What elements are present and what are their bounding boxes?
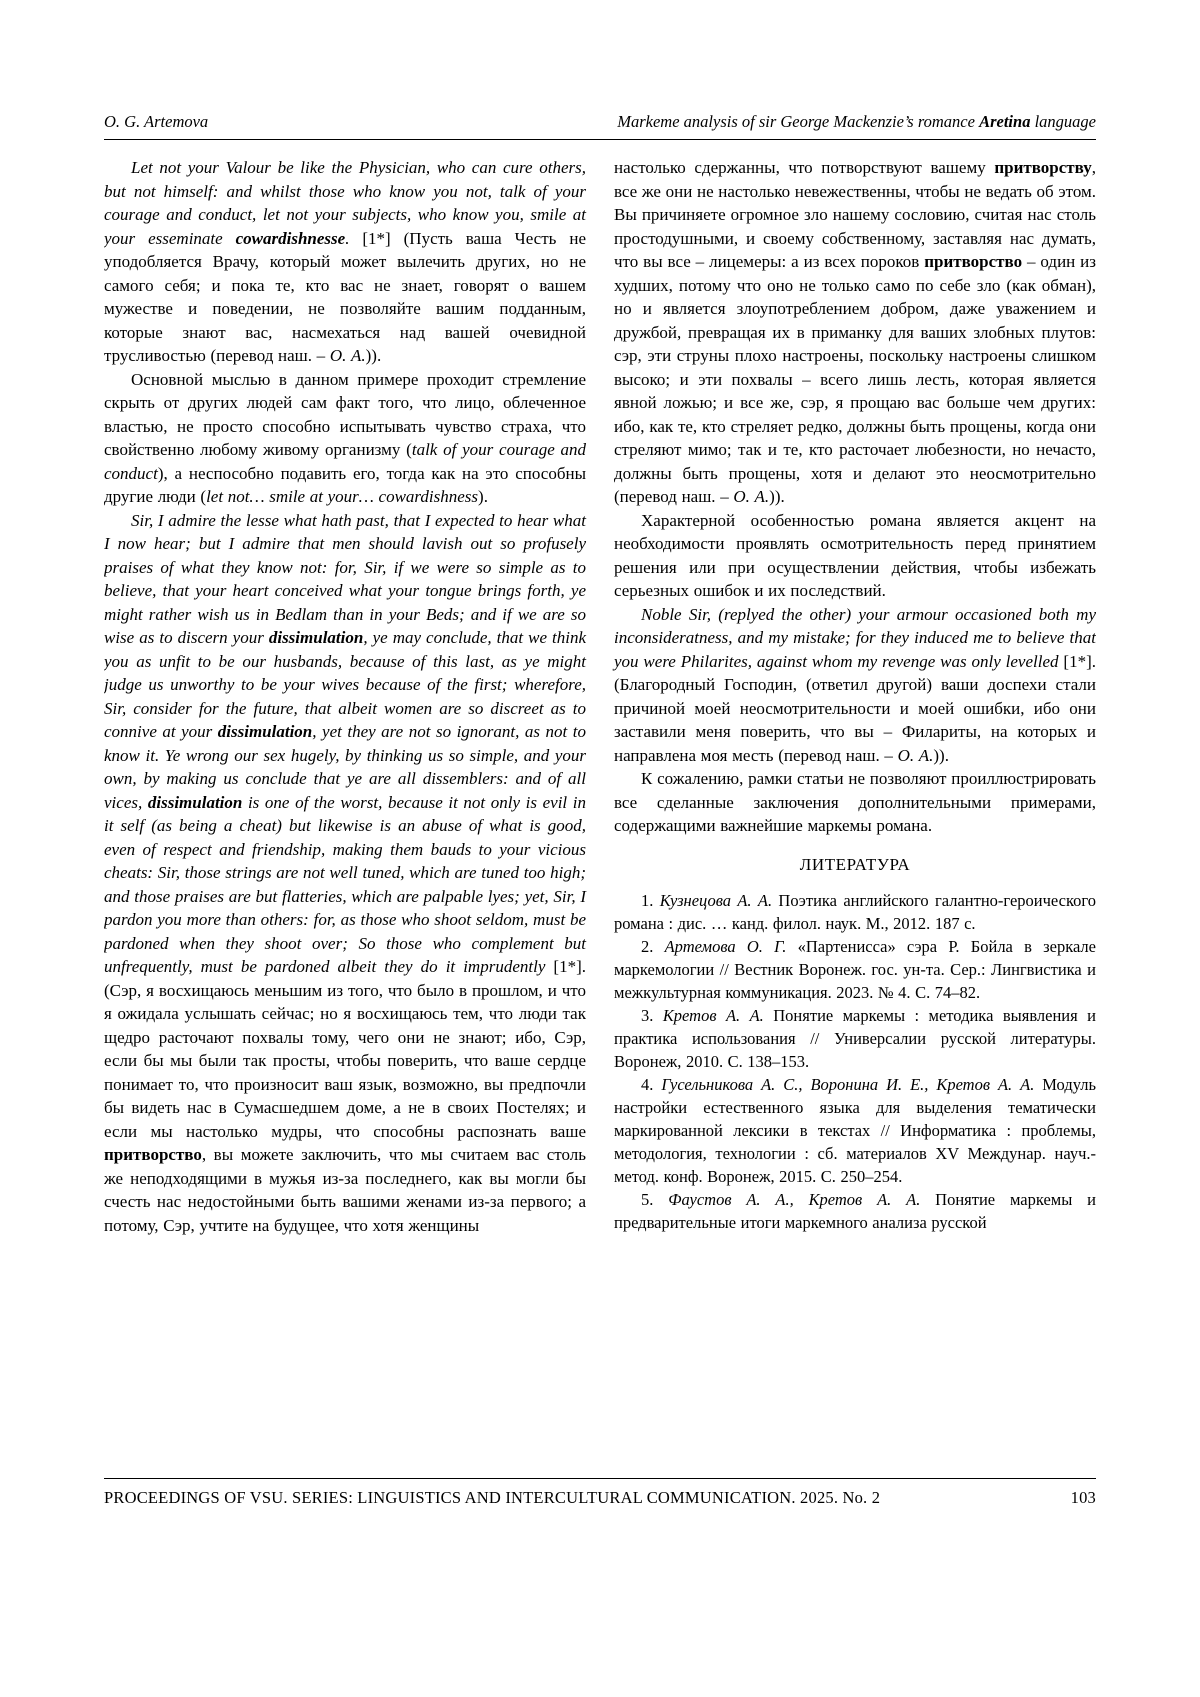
page-footer [104, 1478, 1096, 1508]
body-paragraph: К сожалению, рамки статьи не позволяют проиллюстрировать все сделанные заключения дополнительными примерами, содержащими важнейшие маркемы романа. [614, 769, 1096, 835]
reference-item: 4. Гусельникова А. С., Воронина И. Е., Кретов А. А. Модуль настройки естественного языка для выделения тематически маркированной лексики в текстах // Информатика : проблемы, методология, технологии : сб. материалов XV Междунар. науч.-метод. конф. Воронеж, 2015. С. 250–254. [614, 1075, 1096, 1186]
reference-item: 2. Артемова О. Г. «Партенисса» сэра Р. Бойла в зеркале маркемологии // Вестник Воронеж. гос. ун-та. Сер.: Лингвистика и межкультурная коммуникация. 2023. № 4. С. 74–82. [614, 937, 1096, 1002]
article-body [104, 156, 1096, 1474]
running-head [104, 112, 1096, 140]
reference-item: 1. Кузнецова А. А. Поэтика английского галантно-героического романа : дис. … канд. филол. наук. М., 2012. 187 с. [614, 891, 1096, 933]
right-column [614, 156, 1096, 1474]
left-column [104, 156, 586, 1474]
reference-item: 5. Фаустов А. А., Кретов А. А. Понятие маркемы и предварительные итоги маркемного анализа русской [614, 1190, 1096, 1232]
quote-paragraph: Let not your Valour be like the Physician, who can cure others, but not himself: and whilst those who know you not, talk of your courage and conduct, let not your subjects, who know you, smile at your esseminate cowardishnesse. [1*] (Пусть ваша Честь не уподобляется Врачу, который может вылечить других, но не самого себя; и пока те, кто вас не знает, говорят о вашем мужестве и поведении, не позволяйте вашим подданным, которые знают вас, насмехаться над вашей очевидной трусливостью (перевод наш. – О. А.)). [104, 158, 586, 365]
quote-paragraph: Sir, I admire the lesse what hath past, that I expected to hear what I now hear; but I admire that men should lavish out so profusely praises of what they know not: for, Sir, if we were so simple as to believe, that your heart conceived what your tongue brings forth, ye might rather wish us in Bedlam than in your Beds; and if we are so wise as to discern your dissimulation, ye may conclude, that we think you as unfit to be our husbands, because of this last, as ye might judge us unworthy to be your wives because of the first; wherefore, Sir, consider for the future, that albeit women are so discreet as to connive at your dissimulation, yet they are not so ignorant, as not to know it. Ye wrong our sex hugely, by thinking us so simple, and your own, by making us conclude that ye are all dissemblers: and of all vices, dissimulation is one of the worst, because it not only is evil in it self (as being a cheat) but likewise is an abuse of what is good, even of respect and friendship, making them bauds to your vicious cheats: Sir, those strings are not well tuned, which are tuned too high; and those praises are but flatteries, which are palpable lyes; yet, Sir, I pardon you more than others: for, as those who shoot seldom, must be pardoned when they shoot over; So those who complement but unfrequently, must be pardoned albeit they do it imprudently [1*]. (Сэр, я восхищаюсь меньшим из того, что было в прошлом, и что я ожидала услышать сейчас; но я восхищаюсь тем, что люди так щедро расточают похвалы тому, чего они не знают; ибо, Сэр, если бы мы были так просты, чтобы поверить, что ваше сердце понимает то, что произносит ваш язык, возможно, вы предпочли бы видеть нас в Сумасшедшем доме, а не в своих Постелях; и если мы настолько мудры, что способны распознать ваше притворство, вы можете заключить, что мы считаем вас столь же неподходящими в мужья из-за последнего, как вы могли бы счесть нас недостойными быть вашими женами из-за первого; а потому, Сэр, учтите на будущее, что хотя женщины [104, 510, 586, 1235]
literature-heading: ЛИТЕРАТУРА [799, 854, 911, 874]
quote-continuation-paragraph: настолько сдержанны, что потворствуют вашему притворству, все же они не настолько невежественны, чтобы не ведать об этом. Вы причиняете огромное зло нашему сословию, считая нас столь простодушными, и своему собственному, заставляя нас думать, что вы все – лицемеры: а из всех пороков притворство – один из худших, потому что оно не только само по себе зло (как обман), но и является злоупотреблением добром, даже уважением и дружбой, превращая их в приманку для ваших злобных плутов: сэр, эти струны плохо настроены, поскольку настроены слишком высоко; и эти похвалы – всего лишь лесть, которая является явной ложью; и все же, сэр, я прощаю вас больше чем других: ибо, как те, кто стреляет редко, должны быть прощены, когда они стреляют мимо; так и те, кто расточает любезности, но нечасто, должны быть прощены, хотя и делают это неосмотрительно (перевод наш. – О. А.)). [614, 158, 1096, 506]
header-author: O. G. Artemova [104, 112, 209, 131]
reference-item: 3. Кретов А. А. Понятие маркемы : методика выявления и практика использования // Универсалии русской литературы. Воронеж, 2010. С. 138–153. [614, 1006, 1096, 1071]
footer-journal-line: PROCEEDINGS OF VSU. SERIES: LINGUISTICS AND INTERCULTURAL COMMUNICATION. 2025. No. 2 [104, 1488, 881, 1507]
page-number: 103 [1070, 1488, 1096, 1507]
body-paragraph: Основной мыслью в данном примере проходит стремление скрыть от других людей сам факт того, что лицо, облеченное властью, не просто способно испытывать чувство страха, что свойственно любому живому организму (talk of your courage and conduct), а неспособно подавить его, тогда как на это способны другие люди (let not… smile at your… cowardishness). [104, 369, 587, 506]
quote-paragraph: Noble Sir, (replyed the other) your armour occasioned both my inconsideratness, and my mistake; for they induced me to believe that you were Philarites, against whom my revenge was only levelled [1*]. (Благородный Господин, (ответил другой) ваши доспехи стали причиной моей неосмотрительности и моей ошибки, ибо они заставили меня поверить, что вы – Филариты, на которых и направлена моя месть (перевод наш. – О. А.)). [614, 604, 1096, 765]
body-paragraph: Характерной особенностью романа является акцент на необходимости проявлять осмотрительность перед принятием решения или при осуществлении действия, чтобы избежать серьезных ошибок и их последствий. [614, 510, 1096, 600]
header-article-title: Markeme analysis of sir George Mackenzie’s romance Aretina language [617, 112, 1096, 131]
